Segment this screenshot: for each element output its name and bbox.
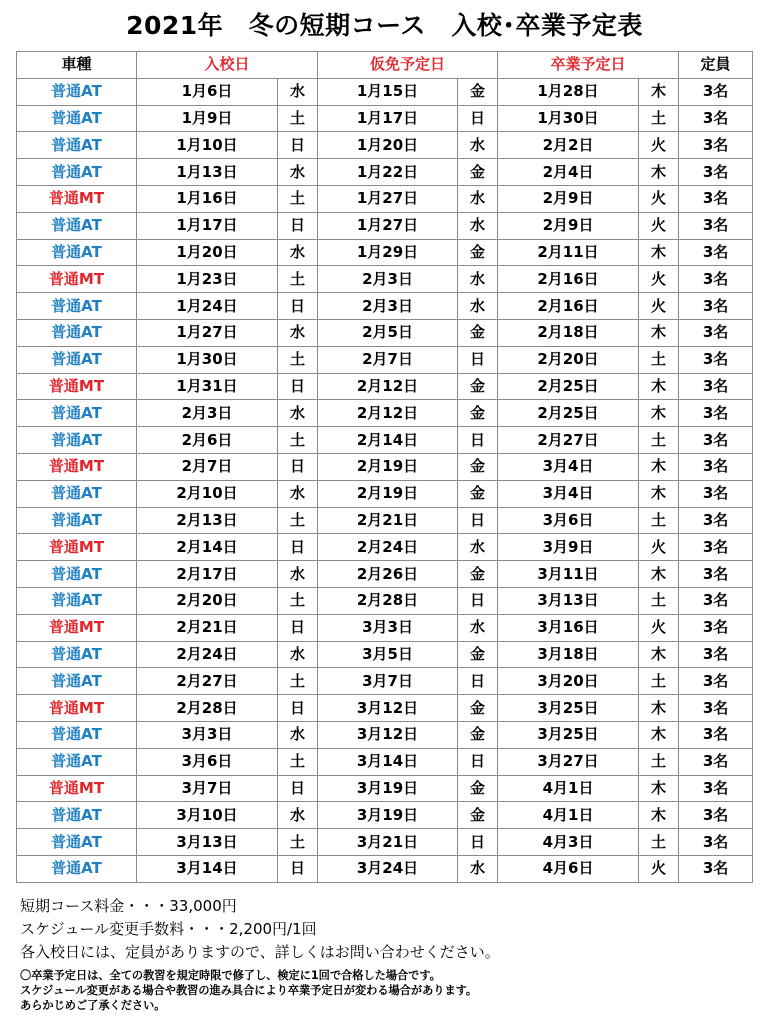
- table-row: [17, 507, 753, 534]
- entry-date-cell: 3月3日: [137, 721, 278, 748]
- provisional-date-cell: 1月22日: [318, 159, 458, 186]
- entry-weekday-cell: 日: [278, 614, 318, 641]
- provisional-weekday-cell: 水: [458, 266, 498, 293]
- provisional-date-cell: 2月3日: [318, 266, 458, 293]
- table-row: [17, 400, 753, 427]
- table-row: [17, 185, 753, 212]
- provisional-weekday-cell: 水: [458, 185, 498, 212]
- car-type-cell: 普通AT: [17, 855, 137, 882]
- provisional-weekday-cell: 金: [458, 78, 498, 105]
- entry-weekday-cell: 水: [278, 802, 318, 829]
- provisional-weekday-cell: 水: [458, 534, 498, 561]
- provisional-weekday-cell: 金: [458, 775, 498, 802]
- provisional-date-cell: 3月19日: [318, 802, 458, 829]
- entry-date-cell: 1月27日: [137, 319, 278, 346]
- provisional-weekday-cell: 金: [458, 453, 498, 480]
- entry-date-cell: 1月23日: [137, 266, 278, 293]
- table-row: [17, 802, 753, 829]
- graduation-date-cell: 4月1日: [498, 775, 639, 802]
- graduation-date-cell: 2月25日: [498, 400, 639, 427]
- provisional-weekday-cell: 日: [458, 668, 498, 695]
- table-row: [17, 266, 753, 293]
- entry-date-cell: 2月17日: [137, 561, 278, 588]
- graduation-weekday-cell: 木: [639, 561, 679, 588]
- provisional-date-cell: 1月20日: [318, 132, 458, 159]
- entry-date-cell: 1月10日: [137, 132, 278, 159]
- schedule-change-fee: スケジュール変更手数料・・・2,200円/1回: [20, 920, 317, 938]
- provisional-date-cell: 3月24日: [318, 855, 458, 882]
- graduation-date-cell: 3月25日: [498, 695, 639, 722]
- capacity-cell: 3名: [679, 641, 753, 668]
- capacity-cell: 3名: [679, 78, 753, 105]
- table-row: [17, 775, 753, 802]
- graduation-weekday-cell: 土: [639, 587, 679, 614]
- provisional-date-cell: 2月19日: [318, 480, 458, 507]
- capacity-cell: 3名: [679, 239, 753, 266]
- graduation-weekday-cell: 木: [639, 721, 679, 748]
- entry-date-cell: 1月24日: [137, 293, 278, 320]
- graduation-date-cell: 2月4日: [498, 159, 639, 186]
- car-type-cell: 普通AT: [17, 829, 137, 856]
- provisional-weekday-cell: 金: [458, 480, 498, 507]
- provisional-weekday-cell: 日: [458, 829, 498, 856]
- table-row: [17, 105, 753, 132]
- entry-weekday-cell: 土: [278, 668, 318, 695]
- car-type-cell: 普通AT: [17, 239, 137, 266]
- entry-date-cell: 1月9日: [137, 105, 278, 132]
- graduation-weekday-cell: 木: [639, 775, 679, 802]
- entry-date-cell: 2月14日: [137, 534, 278, 561]
- entry-weekday-cell: 日: [278, 695, 318, 722]
- fine-print-line: スケジュール変更がある場合や教習の進み具合により卒業予定日が変わる場合があります。: [20, 984, 478, 997]
- graduation-weekday-cell: 木: [639, 78, 679, 105]
- graduation-date-cell: 2月9日: [498, 185, 639, 212]
- car-type-cell: 普通AT: [17, 293, 137, 320]
- entry-weekday-cell: 水: [278, 480, 318, 507]
- page-title: 2021年 冬の短期コース 入校･卒業予定表: [126, 11, 643, 40]
- entry-weekday-cell: 土: [278, 346, 318, 373]
- entry-weekday-cell: 日: [278, 855, 318, 882]
- provisional-weekday-cell: 日: [458, 427, 498, 454]
- schedule-table: [16, 51, 753, 883]
- entry-date-cell: 3月6日: [137, 748, 278, 775]
- entry-weekday-cell: 水: [278, 319, 318, 346]
- capacity-cell: 3名: [679, 427, 753, 454]
- car-type-cell: 普通AT: [17, 668, 137, 695]
- entry-date-cell: 2月27日: [137, 668, 278, 695]
- entry-date-cell: 2月21日: [137, 614, 278, 641]
- car-type-cell: 普通AT: [17, 748, 137, 775]
- provisional-date-cell: 1月27日: [318, 185, 458, 212]
- graduation-weekday-cell: 木: [639, 641, 679, 668]
- capacity-cell: 3名: [679, 829, 753, 856]
- graduation-weekday-cell: 木: [639, 319, 679, 346]
- entry-weekday-cell: 日: [278, 534, 318, 561]
- header-car-type: 車種: [17, 52, 137, 79]
- entry-date-cell: 3月13日: [137, 829, 278, 856]
- graduation-weekday-cell: 土: [639, 668, 679, 695]
- capacity-cell: 3名: [679, 668, 753, 695]
- provisional-weekday-cell: 金: [458, 802, 498, 829]
- capacity-cell: 3名: [679, 400, 753, 427]
- graduation-date-cell: 3月27日: [498, 748, 639, 775]
- provisional-date-cell: 2月5日: [318, 319, 458, 346]
- table-row: [17, 373, 753, 400]
- capacity-note: 各入校日には、定員がありますので、詳しくはお問い合わせください。: [20, 943, 500, 961]
- provisional-date-cell: 3月3日: [318, 614, 458, 641]
- car-type-cell: 普通AT: [17, 132, 137, 159]
- entry-date-cell: 1月20日: [137, 239, 278, 266]
- graduation-date-cell: 3月6日: [498, 507, 639, 534]
- entry-date-cell: 3月10日: [137, 802, 278, 829]
- provisional-weekday-cell: 日: [458, 748, 498, 775]
- car-type-cell: 普通AT: [17, 78, 137, 105]
- table-row: [17, 614, 753, 641]
- provisional-weekday-cell: 金: [458, 400, 498, 427]
- entry-weekday-cell: 土: [278, 587, 318, 614]
- provisional-date-cell: 1月15日: [318, 78, 458, 105]
- graduation-date-cell: 2月11日: [498, 239, 639, 266]
- car-type-cell: 普通MT: [17, 453, 137, 480]
- entry-date-cell: 2月6日: [137, 427, 278, 454]
- car-type-cell: 普通AT: [17, 212, 137, 239]
- table-row: [17, 453, 753, 480]
- entry-weekday-cell: 水: [278, 641, 318, 668]
- provisional-date-cell: 3月5日: [318, 641, 458, 668]
- graduation-date-cell: 3月13日: [498, 587, 639, 614]
- entry-weekday-cell: 日: [278, 293, 318, 320]
- provisional-date-cell: 2月24日: [318, 534, 458, 561]
- graduation-date-cell: 2月2日: [498, 132, 639, 159]
- provisional-date-cell: 3月19日: [318, 775, 458, 802]
- capacity-cell: 3名: [679, 507, 753, 534]
- car-type-cell: 普通MT: [17, 614, 137, 641]
- course-fee: 短期コース料金・・・33,000円: [20, 897, 237, 915]
- table-row: [17, 695, 753, 722]
- graduation-weekday-cell: 木: [639, 802, 679, 829]
- entry-weekday-cell: 水: [278, 400, 318, 427]
- car-type-cell: 普通AT: [17, 427, 137, 454]
- graduation-date-cell: 4月1日: [498, 802, 639, 829]
- entry-date-cell: 3月14日: [137, 855, 278, 882]
- graduation-date-cell: 3月11日: [498, 561, 639, 588]
- capacity-cell: 3名: [679, 373, 753, 400]
- graduation-date-cell: 3月9日: [498, 534, 639, 561]
- provisional-weekday-cell: 金: [458, 159, 498, 186]
- entry-date-cell: 2月13日: [137, 507, 278, 534]
- provisional-weekday-cell: 水: [458, 855, 498, 882]
- graduation-weekday-cell: 木: [639, 453, 679, 480]
- provisional-weekday-cell: 金: [458, 721, 498, 748]
- table-row: [17, 78, 753, 105]
- graduation-weekday-cell: 火: [639, 185, 679, 212]
- entry-weekday-cell: 土: [278, 829, 318, 856]
- capacity-cell: 3名: [679, 453, 753, 480]
- header-graduation-date: 卒業予定日: [498, 52, 679, 79]
- table-header-row: [17, 52, 753, 79]
- entry-weekday-cell: 土: [278, 427, 318, 454]
- graduation-date-cell: 3月25日: [498, 721, 639, 748]
- entry-weekday-cell: 土: [278, 748, 318, 775]
- graduation-date-cell: 1月30日: [498, 105, 639, 132]
- capacity-cell: 3名: [679, 185, 753, 212]
- entry-date-cell: 1月30日: [137, 346, 278, 373]
- capacity-cell: 3名: [679, 587, 753, 614]
- graduation-weekday-cell: 土: [639, 346, 679, 373]
- entry-date-cell: 1月13日: [137, 159, 278, 186]
- car-type-cell: 普通AT: [17, 802, 137, 829]
- capacity-cell: 3名: [679, 159, 753, 186]
- table-row: [17, 132, 753, 159]
- graduation-date-cell: 2月16日: [498, 293, 639, 320]
- graduation-weekday-cell: 木: [639, 695, 679, 722]
- capacity-cell: 3名: [679, 132, 753, 159]
- entry-date-cell: 1月17日: [137, 212, 278, 239]
- provisional-date-cell: 3月12日: [318, 721, 458, 748]
- provisional-date-cell: 2月26日: [318, 561, 458, 588]
- capacity-cell: 3名: [679, 561, 753, 588]
- graduation-date-cell: 3月4日: [498, 453, 639, 480]
- entry-date-cell: 2月3日: [137, 400, 278, 427]
- entry-date-cell: 2月7日: [137, 453, 278, 480]
- entry-weekday-cell: 水: [278, 159, 318, 186]
- graduation-weekday-cell: 木: [639, 239, 679, 266]
- table-row: [17, 319, 753, 346]
- entry-date-cell: 2月20日: [137, 587, 278, 614]
- table-row: [17, 561, 753, 588]
- entry-date-cell: 1月6日: [137, 78, 278, 105]
- entry-date-cell: 3月7日: [137, 775, 278, 802]
- capacity-cell: 3名: [679, 480, 753, 507]
- entry-weekday-cell: 土: [278, 507, 318, 534]
- car-type-cell: 普通AT: [17, 159, 137, 186]
- table-row: [17, 829, 753, 856]
- entry-weekday-cell: 日: [278, 373, 318, 400]
- graduation-date-cell: 3月18日: [498, 641, 639, 668]
- fine-print-line: あらかじめご了承ください。: [20, 999, 166, 1012]
- provisional-weekday-cell: 日: [458, 105, 498, 132]
- car-type-cell: 普通MT: [17, 266, 137, 293]
- car-type-cell: 普通MT: [17, 373, 137, 400]
- table-row: [17, 293, 753, 320]
- provisional-date-cell: 2月12日: [318, 373, 458, 400]
- notes-section: [20, 895, 760, 1013]
- car-type-cell: 普通AT: [17, 105, 137, 132]
- table-row: [17, 721, 753, 748]
- graduation-date-cell: 1月28日: [498, 78, 639, 105]
- car-type-cell: 普通AT: [17, 400, 137, 427]
- provisional-weekday-cell: 水: [458, 293, 498, 320]
- graduation-weekday-cell: 土: [639, 105, 679, 132]
- provisional-weekday-cell: 日: [458, 507, 498, 534]
- provisional-weekday-cell: 水: [458, 132, 498, 159]
- table-row: [17, 534, 753, 561]
- graduation-date-cell: 2月20日: [498, 346, 639, 373]
- graduation-date-cell: 3月4日: [498, 480, 639, 507]
- graduation-date-cell: 2月25日: [498, 373, 639, 400]
- graduation-weekday-cell: 火: [639, 855, 679, 882]
- provisional-date-cell: 2月28日: [318, 587, 458, 614]
- graduation-date-cell: 4月6日: [498, 855, 639, 882]
- table-row: [17, 668, 753, 695]
- capacity-cell: 3名: [679, 721, 753, 748]
- graduation-weekday-cell: 火: [639, 132, 679, 159]
- entry-weekday-cell: 日: [278, 212, 318, 239]
- table-row: [17, 427, 753, 454]
- graduation-weekday-cell: 土: [639, 748, 679, 775]
- provisional-weekday-cell: 金: [458, 239, 498, 266]
- entry-date-cell: 2月28日: [137, 695, 278, 722]
- table-row: [17, 212, 753, 239]
- capacity-cell: 3名: [679, 212, 753, 239]
- graduation-weekday-cell: 火: [639, 614, 679, 641]
- graduation-weekday-cell: 土: [639, 507, 679, 534]
- entry-weekday-cell: 日: [278, 453, 318, 480]
- capacity-cell: 3名: [679, 775, 753, 802]
- entry-weekday-cell: 水: [278, 561, 318, 588]
- car-type-cell: 普通AT: [17, 507, 137, 534]
- capacity-cell: 3名: [679, 748, 753, 775]
- capacity-cell: 3名: [679, 346, 753, 373]
- entry-weekday-cell: 日: [278, 775, 318, 802]
- provisional-weekday-cell: 金: [458, 561, 498, 588]
- entry-weekday-cell: 日: [278, 132, 318, 159]
- provisional-weekday-cell: 水: [458, 212, 498, 239]
- car-type-cell: 普通MT: [17, 695, 137, 722]
- graduation-weekday-cell: 木: [639, 373, 679, 400]
- provisional-date-cell: 3月7日: [318, 668, 458, 695]
- provisional-weekday-cell: 水: [458, 614, 498, 641]
- capacity-cell: 3名: [679, 534, 753, 561]
- car-type-cell: 普通AT: [17, 641, 137, 668]
- car-type-cell: 普通AT: [17, 561, 137, 588]
- table-row: [17, 239, 753, 266]
- provisional-date-cell: 3月12日: [318, 695, 458, 722]
- provisional-date-cell: 2月21日: [318, 507, 458, 534]
- table-row: [17, 641, 753, 668]
- graduation-date-cell: 3月20日: [498, 668, 639, 695]
- header-capacity: 定員: [679, 52, 753, 79]
- capacity-cell: 3名: [679, 105, 753, 132]
- header-entry-date: 入校日: [137, 52, 318, 79]
- capacity-cell: 3名: [679, 319, 753, 346]
- graduation-date-cell: 2月18日: [498, 319, 639, 346]
- capacity-cell: 3名: [679, 614, 753, 641]
- entry-date-cell: 2月10日: [137, 480, 278, 507]
- table-row: [17, 587, 753, 614]
- capacity-cell: 3名: [679, 266, 753, 293]
- provisional-weekday-cell: 金: [458, 373, 498, 400]
- table-row: [17, 159, 753, 186]
- graduation-weekday-cell: 火: [639, 534, 679, 561]
- table-row: [17, 480, 753, 507]
- provisional-date-cell: 2月12日: [318, 400, 458, 427]
- provisional-date-cell: 2月19日: [318, 453, 458, 480]
- table-row: [17, 346, 753, 373]
- car-type-cell: 普通AT: [17, 319, 137, 346]
- provisional-date-cell: 2月7日: [318, 346, 458, 373]
- table-row: [17, 748, 753, 775]
- provisional-weekday-cell: 金: [458, 319, 498, 346]
- fine-print-line: 〇卒業予定日は、全ての教習を規定時限で修了し、検定に1回で合格した場合です。: [20, 969, 441, 982]
- graduation-date-cell: 2月27日: [498, 427, 639, 454]
- provisional-date-cell: 2月14日: [318, 427, 458, 454]
- provisional-date-cell: 2月3日: [318, 293, 458, 320]
- capacity-cell: 3名: [679, 802, 753, 829]
- schedule-body: [17, 78, 753, 882]
- entry-weekday-cell: 水: [278, 239, 318, 266]
- car-type-cell: 普通AT: [17, 346, 137, 373]
- entry-date-cell: 2月24日: [137, 641, 278, 668]
- entry-date-cell: 1月16日: [137, 185, 278, 212]
- graduation-weekday-cell: 火: [639, 293, 679, 320]
- graduation-date-cell: 2月9日: [498, 212, 639, 239]
- provisional-weekday-cell: 日: [458, 346, 498, 373]
- car-type-cell: 普通AT: [17, 480, 137, 507]
- entry-weekday-cell: 水: [278, 78, 318, 105]
- provisional-date-cell: 3月21日: [318, 829, 458, 856]
- capacity-cell: 3名: [679, 293, 753, 320]
- entry-weekday-cell: 水: [278, 721, 318, 748]
- car-type-cell: 普通MT: [17, 775, 137, 802]
- graduation-date-cell: 4月3日: [498, 829, 639, 856]
- entry-date-cell: 1月31日: [137, 373, 278, 400]
- graduation-weekday-cell: 木: [639, 480, 679, 507]
- entry-weekday-cell: 土: [278, 105, 318, 132]
- capacity-cell: 3名: [679, 855, 753, 882]
- graduation-weekday-cell: 木: [639, 400, 679, 427]
- car-type-cell: 普通MT: [17, 534, 137, 561]
- graduation-weekday-cell: 木: [639, 159, 679, 186]
- graduation-date-cell: 3月16日: [498, 614, 639, 641]
- provisional-weekday-cell: 金: [458, 695, 498, 722]
- provisional-weekday-cell: 日: [458, 587, 498, 614]
- provisional-date-cell: 1月29日: [318, 239, 458, 266]
- car-type-cell: 普通AT: [17, 721, 137, 748]
- header-provisional-date: 仮免予定日: [318, 52, 498, 79]
- car-type-cell: 普通MT: [17, 185, 137, 212]
- graduation-weekday-cell: 土: [639, 427, 679, 454]
- entry-weekday-cell: 土: [278, 185, 318, 212]
- provisional-date-cell: 1月17日: [318, 105, 458, 132]
- graduation-weekday-cell: 火: [639, 266, 679, 293]
- provisional-date-cell: 1月27日: [318, 212, 458, 239]
- provisional-weekday-cell: 金: [458, 641, 498, 668]
- capacity-cell: 3名: [679, 695, 753, 722]
- provisional-date-cell: 3月14日: [318, 748, 458, 775]
- car-type-cell: 普通AT: [17, 587, 137, 614]
- graduation-weekday-cell: 土: [639, 829, 679, 856]
- table-row: [17, 855, 753, 882]
- graduation-date-cell: 2月16日: [498, 266, 639, 293]
- entry-weekday-cell: 土: [278, 266, 318, 293]
- graduation-weekday-cell: 火: [639, 212, 679, 239]
